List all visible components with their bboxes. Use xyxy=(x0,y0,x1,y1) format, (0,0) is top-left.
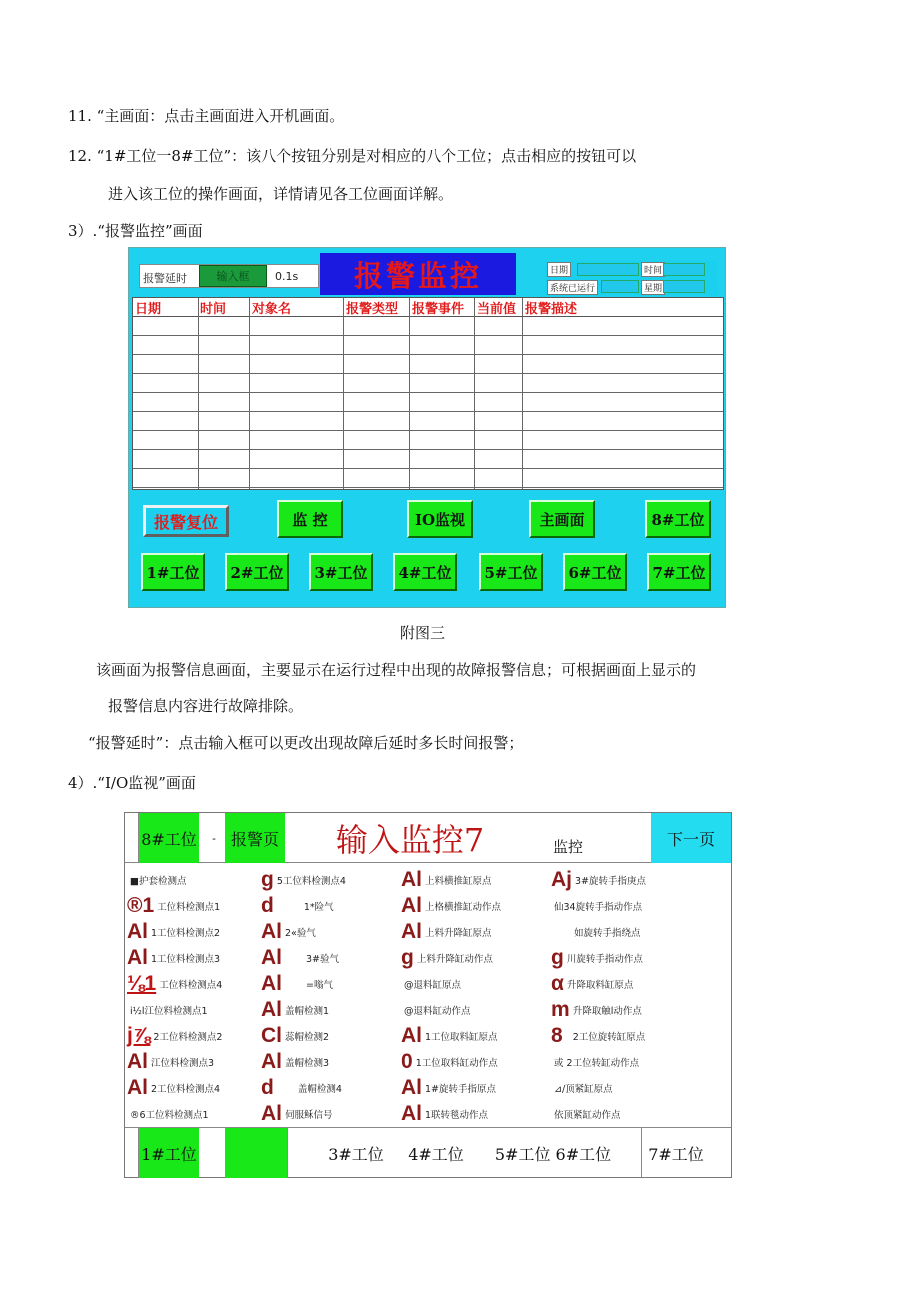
header-dash: - xyxy=(212,831,216,845)
io-point xyxy=(401,997,471,1023)
io-point xyxy=(401,1075,496,1101)
io-label: 依顶紧缸动作点 xyxy=(554,1110,621,1121)
station-8-button[interactable]: 8#工位 xyxy=(645,500,711,538)
io-status: Al xyxy=(261,998,282,1021)
io-label: 升降取触l动作点 xyxy=(572,1006,642,1017)
io-label: 盖帽检测3 xyxy=(285,1058,330,1069)
io-station-1-button[interactable]: 1#工位 xyxy=(139,1128,199,1178)
io-label: 1工位料检测点2 xyxy=(151,928,221,939)
io-point xyxy=(127,1101,209,1127)
io-status: g xyxy=(401,946,414,969)
col-divider xyxy=(198,298,199,489)
io-status: ®1 xyxy=(127,894,155,917)
io-label: 1工位取料缸动作点 xyxy=(415,1058,498,1069)
io-point xyxy=(401,919,492,945)
io-label: 川旋转手指动作点 xyxy=(566,954,643,965)
io-station-8-button[interactable]: 8#工位 xyxy=(139,813,199,863)
io-status: Al xyxy=(261,946,282,969)
io-point xyxy=(401,1023,498,1049)
figure-caption: 附图三 xyxy=(400,624,446,642)
io-status: Al xyxy=(401,868,422,891)
io-status: ⅛1 xyxy=(127,972,157,995)
station-5-button[interactable]: 5#工位 xyxy=(479,553,543,591)
io-label: 1#旋转手指原点 xyxy=(425,1084,497,1095)
date-value xyxy=(577,263,639,276)
col-divider xyxy=(343,298,344,489)
col-date: 日期 xyxy=(135,302,162,316)
io-status: Al xyxy=(127,1050,148,1073)
col-time: 时间 xyxy=(200,302,227,316)
station-2-button[interactable]: 2#工位 xyxy=(225,553,289,591)
io-status: d xyxy=(261,1076,274,1099)
io-point xyxy=(401,893,501,919)
io-label: 3#旋转手指庚点 xyxy=(575,876,647,887)
section-4-heading: 4）.“I/O监视”画面 xyxy=(68,774,196,792)
io-monitor-button[interactable]: IO监视 xyxy=(407,500,473,538)
io-title: 输入监控7 xyxy=(335,821,485,859)
runtime-label: 系统已运行 xyxy=(547,280,598,295)
station-3-button[interactable]: 3#工位 xyxy=(309,553,373,591)
io-label: 5工位料检测点4 xyxy=(276,876,346,887)
col-object: 对象名 xyxy=(252,302,292,316)
alarm-reset-button[interactable]: 报警复位 xyxy=(143,505,229,537)
io-point xyxy=(551,1049,639,1075)
next-page-button[interactable]: 下一页 xyxy=(651,813,731,863)
datetime-panel xyxy=(545,261,717,295)
weekday-label: 星期 xyxy=(641,280,665,295)
station-6-button[interactable]: 6#工位 xyxy=(563,553,627,591)
io-point xyxy=(551,1075,613,1101)
io-label: ⊿/顶紧缸原点 xyxy=(554,1084,613,1095)
item-11: 11. “主画面：点击主画面进入开机画面。 xyxy=(68,107,345,125)
io-point xyxy=(401,971,461,997)
io-label: 1工位料检测点3 xyxy=(151,954,221,965)
io-label: 2工位料检测点2 xyxy=(153,1032,223,1043)
io-label: ■护套检测点 xyxy=(130,876,187,887)
io-label: 3#验气 xyxy=(306,954,340,965)
io-status: Al xyxy=(401,1102,422,1125)
io-point xyxy=(127,971,222,997)
io-label: 上料升降缸原点 xyxy=(425,928,492,939)
date-label: 日期 xyxy=(547,262,571,277)
item-12-line2: 进入该工位的操作画面，详情请见各工位画面详解。 xyxy=(108,185,454,203)
time-value xyxy=(663,263,705,276)
io-label: 工位料检测点1 xyxy=(157,902,221,913)
io-point xyxy=(551,1023,645,1049)
io-point xyxy=(261,945,339,971)
io-status: Al xyxy=(261,1050,282,1073)
col-divider xyxy=(409,298,410,489)
io-status: Al xyxy=(127,920,148,943)
io-status: α xyxy=(551,972,564,995)
io-label: @退料缸原点 xyxy=(404,980,462,991)
alarm-table[interactable] xyxy=(132,297,724,490)
io-point xyxy=(127,867,186,893)
io-status: g xyxy=(261,868,274,891)
io-label: 1*险气 xyxy=(303,902,334,913)
alarm-page-button[interactable]: 报警页 xyxy=(225,813,285,863)
io-label: 江位料检测点3 xyxy=(151,1058,215,1069)
io-point xyxy=(127,945,220,971)
time-label: 时间 xyxy=(641,262,665,277)
io-status: Aj xyxy=(551,868,572,891)
io-label: 2工位旋转缸原点 xyxy=(572,1032,646,1043)
delay-value: 0.1s xyxy=(275,270,299,283)
col-alarm-type: 报警类型 xyxy=(346,302,399,316)
io-status: j⅞ xyxy=(127,1024,151,1047)
desc-line1: 该画面为报警信息画面，主要显示在运行过程中出现的故障报警信息；可根据画面上显示的 xyxy=(96,661,697,679)
io-point xyxy=(401,945,493,971)
io-station-3-button[interactable]: 3#工位 xyxy=(328,1144,384,1164)
io-monitor-label: 监控 xyxy=(552,837,583,856)
io-point xyxy=(571,919,641,945)
io-label: 盖帽检测4 xyxy=(297,1084,342,1095)
io-point xyxy=(261,867,346,893)
io-point xyxy=(551,997,642,1023)
io-status: Al xyxy=(401,920,422,943)
section-3-heading: 3）.“报警监控”画面 xyxy=(68,222,203,240)
io-point xyxy=(261,919,316,945)
io-station-4-button[interactable]: 4#工位 xyxy=(408,1144,464,1164)
io-label: 如旋转手指绕点 xyxy=(574,928,641,939)
io-station-2-button[interactable] xyxy=(225,1128,287,1178)
delay-label: 报警延时 xyxy=(143,272,187,285)
main-screen-button[interactable]: 主画面 xyxy=(529,500,595,538)
col-alarm-event: 报警事件 xyxy=(412,302,465,316)
io-status: Al xyxy=(401,894,422,917)
station-1-button[interactable]: 1#工位 xyxy=(141,553,205,591)
io-point xyxy=(127,893,220,919)
io-status: Al xyxy=(401,1024,422,1047)
col-divider xyxy=(474,298,475,489)
io-label: @退料缸动作点 xyxy=(404,1006,471,1017)
io-point xyxy=(127,997,208,1023)
runtime-value xyxy=(601,280,639,293)
io-label: 蕊帽检测2 xyxy=(285,1032,330,1043)
io-label: 或 2工位转缸动作点 xyxy=(554,1058,640,1069)
io-label: =嗡气 xyxy=(306,980,333,991)
alarm-monitor-screen xyxy=(128,247,726,608)
io-label: 2工位料检测点4 xyxy=(151,1084,221,1095)
io-label: ®6工位料检测点1 xyxy=(130,1110,209,1121)
col-alarm-desc: 报警描述 xyxy=(525,302,578,316)
io-station-7-button[interactable]: 7#工位 xyxy=(648,1144,704,1164)
io-label: 1工位取料缸原点 xyxy=(425,1032,498,1043)
alarm-title: 报警监控 xyxy=(320,253,516,295)
item-12-line1: 12. “1#工位一8#工位”：该八个按钮分别是对相应的八个工位；点击相应的按钮可以 xyxy=(68,147,637,165)
io-status: Al xyxy=(127,946,148,969)
delay-input[interactable]: 输入框 xyxy=(199,265,267,287)
col-divider xyxy=(522,298,523,489)
io-point xyxy=(127,1075,220,1101)
station-7-button[interactable]: 7#工位 xyxy=(647,553,711,591)
io-label: 升降取料缸原点 xyxy=(566,980,634,991)
io-point xyxy=(261,1101,333,1127)
io-status: Al xyxy=(401,1076,422,1099)
io-status: Al xyxy=(127,1076,148,1099)
col-divider xyxy=(249,298,250,489)
io-label: 伺服稣信号 xyxy=(285,1110,333,1121)
monitor-button[interactable]: 监 控 xyxy=(277,500,343,538)
io-status: Al xyxy=(261,920,282,943)
io-points-grid xyxy=(125,865,731,1127)
station-4-button[interactable]: 4#工位 xyxy=(393,553,457,591)
io-monitor-screen xyxy=(124,812,732,1178)
io-point xyxy=(261,1023,329,1049)
io-status: 8 xyxy=(551,1024,563,1047)
desc-line3: “报警延时”：点击输入框可以更改出现故障后延时多长时间报警； xyxy=(88,734,524,752)
io-label: 盖帽检测1 xyxy=(285,1006,330,1017)
io-point xyxy=(401,1049,498,1075)
io-status: m xyxy=(551,998,570,1021)
io-label: 工位料检测点4 xyxy=(159,980,223,991)
io-point xyxy=(551,945,643,971)
io-status: g xyxy=(551,946,564,969)
io-point xyxy=(551,893,642,919)
io-point xyxy=(551,1101,621,1127)
io-point xyxy=(261,971,333,997)
io-status: Al xyxy=(261,972,282,995)
io-point xyxy=(401,867,492,893)
weekday-value xyxy=(663,280,705,293)
io-label: i½l江位料检测点1 xyxy=(130,1006,208,1017)
io-label: 上料横推缸原点 xyxy=(425,876,492,887)
io-label: 仙34旋转手指动作点 xyxy=(554,902,643,913)
col-current-value: 当前值 xyxy=(477,302,517,316)
io-point xyxy=(261,893,334,919)
io-point xyxy=(127,1023,222,1049)
io-status: Al xyxy=(261,1102,282,1125)
io-label: 2«验气 xyxy=(285,928,316,939)
io-point xyxy=(261,1075,342,1101)
io-point xyxy=(261,997,329,1023)
io-station-5-6-buttons[interactable]: 5#工位 6#工位 xyxy=(494,1144,612,1164)
desc-line2: 报警信息内容进行故障排除。 xyxy=(108,697,304,715)
io-point xyxy=(551,867,646,893)
divider xyxy=(287,1128,288,1178)
io-status: d xyxy=(261,894,274,917)
io-point xyxy=(261,1049,329,1075)
divider xyxy=(641,1128,642,1178)
io-status: 0 xyxy=(401,1050,413,1073)
io-point xyxy=(127,919,220,945)
io-point xyxy=(401,1101,488,1127)
io-label: 上料升降缸动作点 xyxy=(416,954,493,965)
io-point xyxy=(551,971,633,997)
io-label: 1联转毯动作点 xyxy=(425,1110,489,1121)
io-status: Cl xyxy=(261,1024,282,1047)
io-point xyxy=(127,1049,214,1075)
io-label: 上格横推缸动作点 xyxy=(425,902,502,913)
